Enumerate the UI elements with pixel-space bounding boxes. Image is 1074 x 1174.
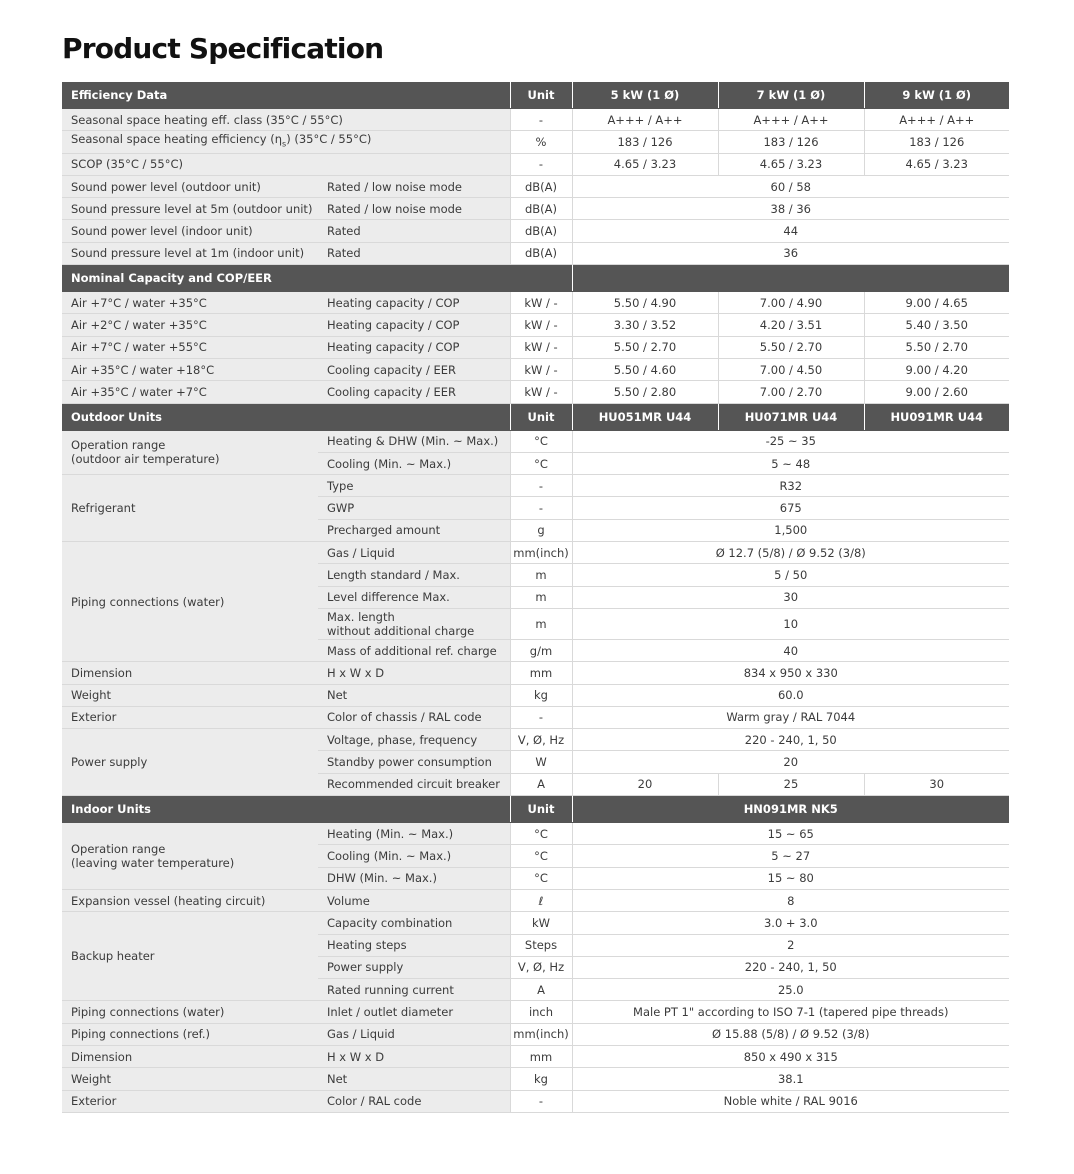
row-unit: m	[510, 608, 572, 639]
row-label: Dimension	[62, 662, 318, 684]
table-row	[62, 823, 1009, 845]
row-label: Dimension	[62, 1045, 318, 1067]
value-5kw: 5.50 / 4.90	[572, 292, 718, 314]
row-unit: kg	[510, 684, 572, 706]
row-unit: °C	[510, 867, 572, 889]
row-unit: g	[510, 519, 572, 541]
value-7kw: 4.20 / 3.51	[718, 314, 864, 336]
table-row	[62, 430, 1009, 452]
table-row	[62, 381, 1009, 403]
value-all: 675	[572, 497, 1009, 519]
model-header-9kw: HU091MR U44	[864, 403, 1009, 430]
row-sublabel: Color / RAL code	[318, 1090, 510, 1112]
value-9kw: 183 / 126	[864, 131, 1009, 153]
row-label: Air +7°C / water +55°C	[62, 336, 318, 358]
table-row	[62, 131, 1009, 153]
section-header-efficiency	[62, 82, 1009, 109]
value-all: 220 - 240, 1, 50	[572, 956, 1009, 978]
row-unit: mm(inch)	[510, 542, 572, 564]
row-unit: kW / -	[510, 381, 572, 403]
value-5kw: 4.65 / 3.23	[572, 153, 718, 175]
row-sublabel: Precharged amount	[318, 519, 510, 541]
table-row	[62, 889, 1009, 911]
column-header-7kw: 7 kW (1 Ø)	[718, 82, 864, 109]
row-sublabel: Heating & DHW (Min. ~ Max.)	[318, 430, 510, 452]
value-all: 36	[572, 242, 1009, 264]
column-header-9kw: 9 kW (1 Ø)	[864, 82, 1009, 109]
unit-header: Unit	[510, 403, 572, 430]
row-unit: %	[510, 131, 572, 153]
value-all: 8	[572, 889, 1009, 911]
table-row	[62, 358, 1009, 380]
value-7kw: 7.00 / 2.70	[718, 381, 864, 403]
value-all: 38 / 36	[572, 198, 1009, 220]
row-label: Refrigerant	[62, 475, 318, 542]
row-label-line: (leaving water temperature)	[71, 855, 235, 870]
row-unit: V, Ø, Hz	[510, 729, 572, 751]
value-all: 38.1	[572, 1068, 1009, 1090]
row-sublabel: Standby power consumption	[318, 751, 510, 773]
value-7kw: 5.50 / 2.70	[718, 336, 864, 358]
row-sublabel: Heating (Min. ~ Max.)	[318, 823, 510, 845]
value-5kw: A+++ / A++	[572, 109, 718, 131]
row-label: Sound pressure level at 1m (indoor unit)	[62, 242, 318, 264]
value-9kw: 4.65 / 3.23	[864, 153, 1009, 175]
row-label: Expansion vessel (heating circuit)	[62, 889, 318, 911]
table-row	[62, 109, 1009, 131]
table-row	[62, 1045, 1009, 1067]
row-label-line: (outdoor air temperature)	[71, 452, 220, 467]
value-9kw: 9.00 / 4.65	[864, 292, 1009, 314]
value-7kw: 183 / 126	[718, 131, 864, 153]
table-row	[62, 684, 1009, 706]
value-all: 5 / 50	[572, 564, 1009, 586]
row-unit: A	[510, 773, 572, 795]
value-5kw: 183 / 126	[572, 131, 718, 153]
value-all: Warm gray / RAL 7044	[572, 706, 1009, 728]
row-unit: m	[510, 586, 572, 608]
value-all: 5 ~ 48	[572, 452, 1009, 474]
row-label-part: Seasonal space heating efficiency (η	[71, 132, 283, 147]
row-sublabel: Gas / Liquid	[318, 542, 510, 564]
row-sublabel: Rated	[318, 242, 510, 264]
value-7kw: A+++ / A++	[718, 109, 864, 131]
table-row	[62, 475, 1009, 497]
row-sublabel	[318, 608, 510, 639]
table-row	[62, 1068, 1009, 1090]
row-sublabel: Type	[318, 475, 510, 497]
section-title: Nominal Capacity and COP/EER	[62, 265, 572, 292]
row-label: SCOP (35°C / 55°C)	[62, 153, 510, 175]
table-row	[62, 336, 1009, 358]
row-label: Weight	[62, 1068, 318, 1090]
section-title: Efficiency Data	[62, 82, 510, 109]
row-sublabel: H x W x D	[318, 1045, 510, 1067]
value-all: 25.0	[572, 979, 1009, 1001]
value-9kw: 5.40 / 3.50	[864, 314, 1009, 336]
row-sublabel: DHW (Min. ~ Max.)	[318, 867, 510, 889]
value-all: Ø 15.88 (5/8) / Ø 9.52 (3/8)	[572, 1023, 1009, 1045]
row-label: Sound pressure level at 5m (outdoor unit)	[62, 198, 318, 220]
row-label: Air +2°C / water +35°C	[62, 314, 318, 336]
value-all: 850 x 490 x 315	[572, 1045, 1009, 1067]
row-label: Exterior	[62, 1090, 318, 1112]
row-sublabel: Power supply	[318, 956, 510, 978]
row-sublabel: H x W x D	[318, 662, 510, 684]
row-label: Piping connections (ref.)	[62, 1023, 318, 1045]
table-row	[62, 220, 1009, 242]
row-sublabel: Volume	[318, 889, 510, 911]
row-unit: ℓ	[510, 889, 572, 911]
value-5kw: 3.30 / 3.52	[572, 314, 718, 336]
row-label: Sound power level (indoor unit)	[62, 220, 318, 242]
value-all: 60.0	[572, 684, 1009, 706]
value-5kw: 5.50 / 4.60	[572, 358, 718, 380]
value-9kw: 30	[864, 773, 1009, 795]
value-5kw: 5.50 / 2.70	[572, 336, 718, 358]
value-9kw: 9.00 / 2.60	[864, 381, 1009, 403]
row-unit: -	[510, 706, 572, 728]
row-sublabel: Color of chassis / RAL code	[318, 706, 510, 728]
section-header-nominal	[62, 265, 1009, 292]
table-row	[62, 1001, 1009, 1023]
value-all: Ø 12.7 (5/8) / Ø 9.52 (3/8)	[572, 542, 1009, 564]
row-sublabel: Cooling (Min. ~ Max.)	[318, 452, 510, 474]
row-sublabel: Heating capacity / COP	[318, 336, 510, 358]
value-all: 3.0 + 3.0	[572, 912, 1009, 934]
row-unit: kW / -	[510, 358, 572, 380]
row-sublabel: Length standard / Max.	[318, 564, 510, 586]
row-unit: -	[510, 475, 572, 497]
row-sublabel: Rated / low noise mode	[318, 198, 510, 220]
table-row	[62, 153, 1009, 175]
row-sublabel-line: without additional charge	[327, 623, 475, 638]
row-unit: mm	[510, 1045, 572, 1067]
row-unit: mm	[510, 662, 572, 684]
row-unit: A	[510, 979, 572, 1001]
column-header-5kw: 5 kW (1 Ø)	[572, 82, 718, 109]
row-sublabel: Mass of additional ref. charge	[318, 639, 510, 661]
row-label: Piping connections (water)	[62, 1001, 318, 1023]
value-all: R32	[572, 475, 1009, 497]
row-sublabel: Inlet / outlet diameter	[318, 1001, 510, 1023]
row-sublabel: Gas / Liquid	[318, 1023, 510, 1045]
row-sublabel: Cooling capacity / EER	[318, 381, 510, 403]
section-title: Outdoor Units	[62, 403, 510, 430]
table-row	[62, 706, 1009, 728]
value-all: 5 ~ 27	[572, 845, 1009, 867]
row-unit: dB(A)	[510, 220, 572, 242]
value-9kw: 9.00 / 4.20	[864, 358, 1009, 380]
row-label: Air +7°C / water +35°C	[62, 292, 318, 314]
table-row	[62, 314, 1009, 336]
value-all: 10	[572, 608, 1009, 639]
row-unit: V, Ø, Hz	[510, 956, 572, 978]
row-sublabel: Net	[318, 684, 510, 706]
row-unit: -	[510, 497, 572, 519]
value-all: 60 / 58	[572, 175, 1009, 197]
row-label: Seasonal space heating eff. class (35°C / 55°C)	[62, 109, 510, 131]
row-unit: W	[510, 751, 572, 773]
row-label: Sound power level (outdoor unit)	[62, 175, 318, 197]
row-sublabel-line: Max. length	[327, 609, 395, 624]
row-unit: °C	[510, 823, 572, 845]
row-unit: inch	[510, 1001, 572, 1023]
row-unit: kW / -	[510, 336, 572, 358]
row-label: Exterior	[62, 706, 318, 728]
value-9kw: 5.50 / 2.70	[864, 336, 1009, 358]
row-sublabel: Rated	[318, 220, 510, 242]
row-label-line: Operation range	[71, 438, 166, 453]
row-unit: °C	[510, 845, 572, 867]
row-sublabel: Rated running current	[318, 979, 510, 1001]
row-unit: g/m	[510, 639, 572, 661]
section-title: Indoor Units	[62, 796, 510, 823]
unit-header: Unit	[510, 82, 572, 109]
table-row	[62, 292, 1009, 314]
unit-header: Unit	[510, 796, 572, 823]
section-header-blank	[572, 265, 1009, 292]
specification-table	[62, 82, 1009, 1113]
page-title: Product Specification	[62, 32, 384, 65]
row-label: Piping connections (water)	[62, 542, 318, 662]
value-7kw: 25	[718, 773, 864, 795]
row-sublabel: Level difference Max.	[318, 586, 510, 608]
value-all: 15 ~ 80	[572, 867, 1009, 889]
table-row	[62, 729, 1009, 751]
row-unit: °C	[510, 430, 572, 452]
model-header-indoor: HN091MR NK5	[572, 796, 1009, 823]
row-sublabel: Recommended circuit breaker	[318, 773, 510, 795]
row-unit: dB(A)	[510, 175, 572, 197]
row-sublabel: Cooling (Min. ~ Max.)	[318, 845, 510, 867]
row-unit: dB(A)	[510, 242, 572, 264]
row-sublabel: Heating capacity / COP	[318, 314, 510, 336]
row-unit: kW / -	[510, 292, 572, 314]
row-label-subscript: s	[282, 139, 287, 149]
table-row	[62, 542, 1009, 564]
row-label-line: Operation range	[71, 841, 166, 856]
row-sublabel: Net	[318, 1068, 510, 1090]
row-sublabel: Capacity combination	[318, 912, 510, 934]
model-header-7kw: HU071MR U44	[718, 403, 864, 430]
table-row	[62, 912, 1009, 934]
row-unit: kW	[510, 912, 572, 934]
value-all: 220 - 240, 1, 50	[572, 729, 1009, 751]
value-all: -25 ~ 35	[572, 430, 1009, 452]
value-all: 1,500	[572, 519, 1009, 541]
row-unit: -	[510, 109, 572, 131]
value-all: 2	[572, 934, 1009, 956]
row-label-part: ) (35°C / 55°C)	[286, 132, 372, 147]
row-label: Air +35°C / water +18°C	[62, 358, 318, 380]
row-label: Air +35°C / water +7°C	[62, 381, 318, 403]
row-label	[62, 131, 510, 153]
value-5kw: 20	[572, 773, 718, 795]
value-9kw: A+++ / A++	[864, 109, 1009, 131]
value-all: 44	[572, 220, 1009, 242]
row-label	[62, 823, 318, 890]
row-unit: dB(A)	[510, 198, 572, 220]
row-unit: -	[510, 153, 572, 175]
value-all: 15 ~ 65	[572, 823, 1009, 845]
row-unit: kW / -	[510, 314, 572, 336]
row-unit: °C	[510, 452, 572, 474]
row-label: Backup heater	[62, 912, 318, 1001]
value-all: 30	[572, 586, 1009, 608]
value-all: 834 x 950 x 330	[572, 662, 1009, 684]
table-row	[62, 662, 1009, 684]
row-label: Power supply	[62, 729, 318, 796]
row-unit: Steps	[510, 934, 572, 956]
row-label	[62, 430, 318, 475]
value-5kw: 5.50 / 2.80	[572, 381, 718, 403]
row-sublabel: Heating steps	[318, 934, 510, 956]
value-7kw: 4.65 / 3.23	[718, 153, 864, 175]
row-unit: mm(inch)	[510, 1023, 572, 1045]
value-all: 40	[572, 639, 1009, 661]
table-row	[62, 1023, 1009, 1045]
table-row	[62, 242, 1009, 264]
value-all: Male PT 1" according to ISO 7-1 (tapered pipe threads)	[572, 1001, 1009, 1023]
model-header-5kw: HU051MR U44	[572, 403, 718, 430]
value-7kw: 7.00 / 4.90	[718, 292, 864, 314]
row-sublabel: GWP	[318, 497, 510, 519]
row-unit: m	[510, 564, 572, 586]
row-sublabel: Rated / low noise mode	[318, 175, 510, 197]
section-header-indoor	[62, 796, 1009, 823]
value-7kw: 7.00 / 4.50	[718, 358, 864, 380]
table-row	[62, 175, 1009, 197]
row-sublabel: Voltage, phase, frequency	[318, 729, 510, 751]
table-row	[62, 1090, 1009, 1112]
value-all: 20	[572, 751, 1009, 773]
table-row	[62, 198, 1009, 220]
row-sublabel: Cooling capacity / EER	[318, 358, 510, 380]
section-header-outdoor	[62, 403, 1009, 430]
value-all: Noble white / RAL 9016	[572, 1090, 1009, 1112]
row-unit: -	[510, 1090, 572, 1112]
row-sublabel: Heating capacity / COP	[318, 292, 510, 314]
row-unit: kg	[510, 1068, 572, 1090]
row-label: Weight	[62, 684, 318, 706]
